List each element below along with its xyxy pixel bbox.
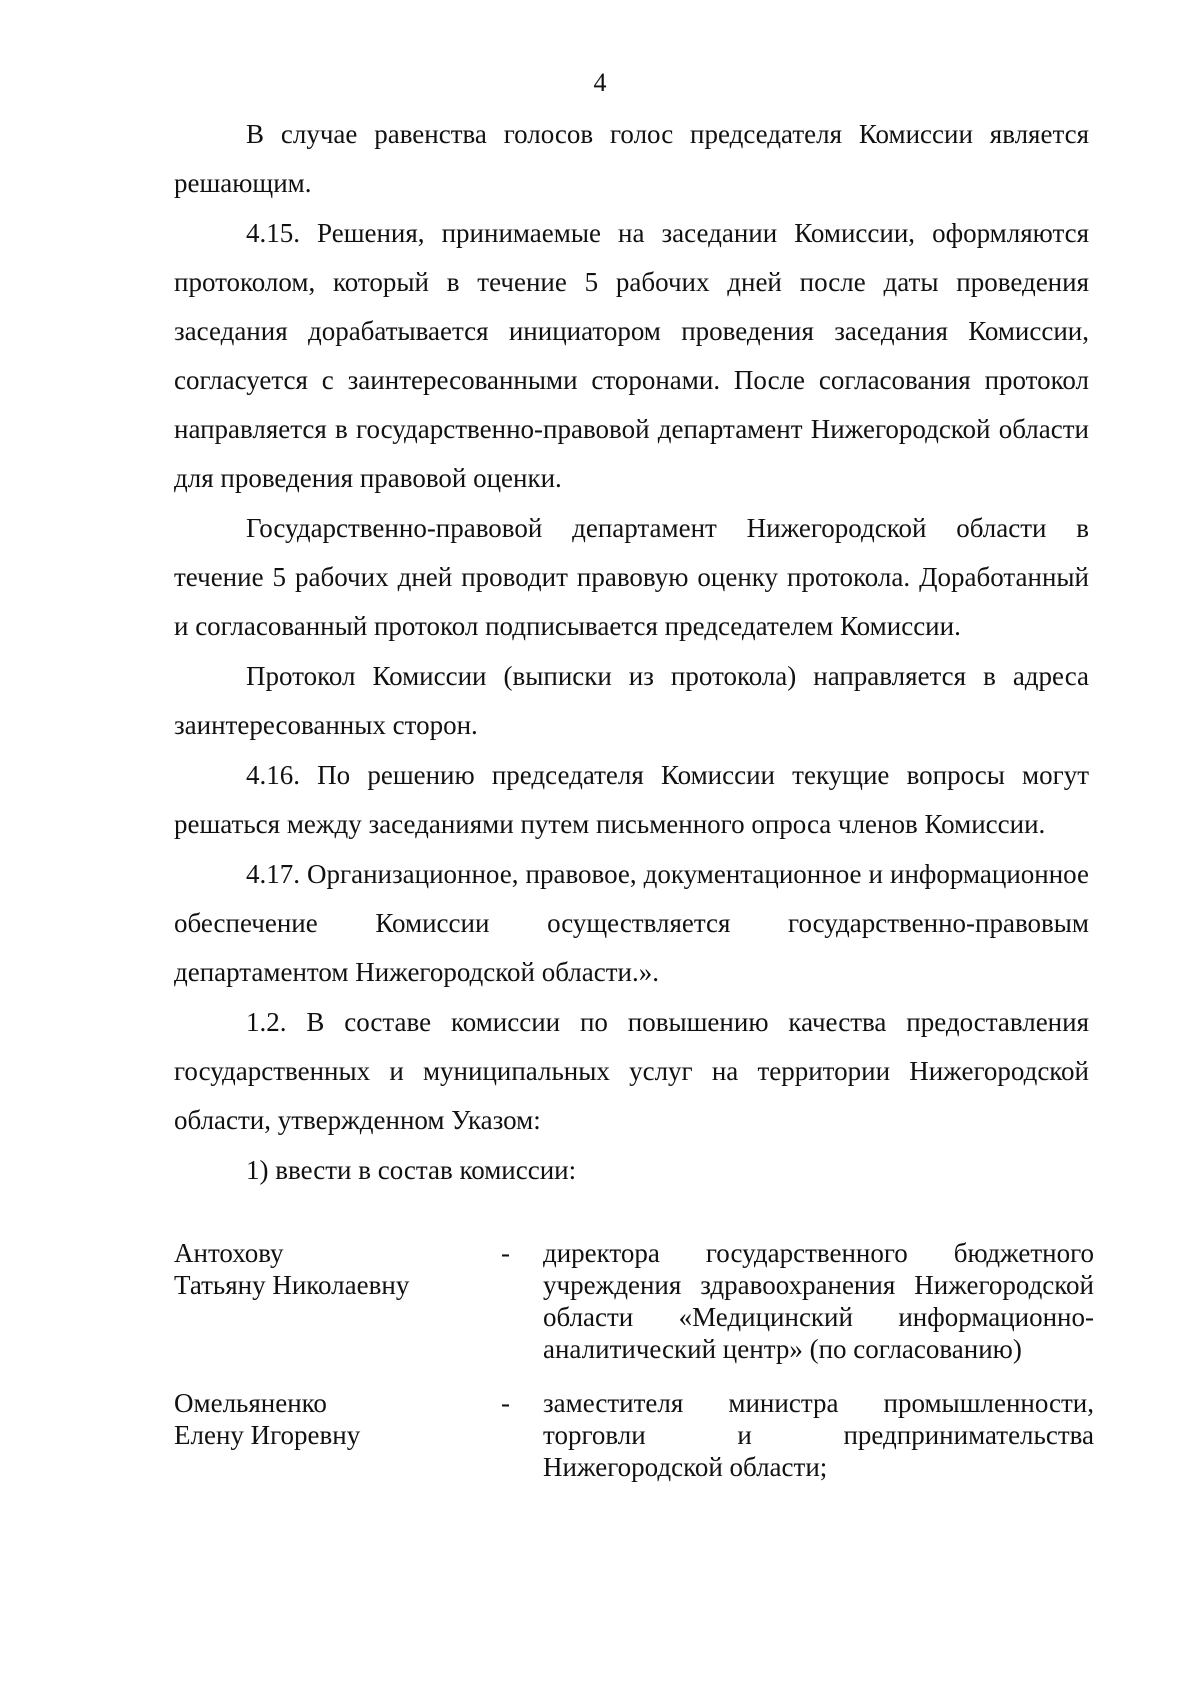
member-entry <box>174 1237 1094 1365</box>
member-given-names: Елену Игоревну <box>174 1420 361 1450</box>
member-role <box>501 1237 1094 1365</box>
member-name <box>174 1237 501 1365</box>
member-position: директора государственного бюджетного учреждения здравоохранения Нижегородской области «Медицинский информационно-аналитический центр» (по согласованию) <box>543 1238 1094 1364</box>
paragraph-4-17: 4.17. Организационное, правовое, документационное и информационное обеспечение Комиссии осуществляется государственно-правовым департаментом Нижегородской области.». <box>174 859 1089 987</box>
member-entry <box>174 1387 1094 1483</box>
paragraph-protocol-distribution: Протокол Комиссии (выписки из протокола) направляется в адреса заинтересованных сторон. <box>174 661 1089 740</box>
members-list <box>174 1237 1094 1505</box>
member-name <box>174 1387 501 1483</box>
paragraph-4-16: 4.16. По решению председателя Комиссии текущие вопросы могут решаться между заседаниями путем письменного опроса членов Комиссии. <box>174 760 1089 839</box>
member-given-names: Татьяну Николаевну <box>174 1270 410 1300</box>
member-dash: - <box>501 1388 510 1418</box>
member-dash: - <box>501 1238 510 1268</box>
paragraph-tie-vote: В случае равенства голосов голос председателя Комиссии является решающим. <box>174 119 1089 198</box>
member-surname: Антохову <box>174 1238 284 1268</box>
page-number: 4 <box>593 68 607 97</box>
paragraph-add-members: 1) ввести в состав комиссии: <box>246 1155 577 1185</box>
paragraph-4-15: 4.15. Решения, принимаемые на заседании Комиссии, оформляются протоколом, который в течение 5 рабочих дней после даты проведения заседания дорабатывается инициатором проведения заседания Комиссии, согласуется с заинтересованными сторонами. После согласования протокол направляется в государственно-правовой департамент Нижегородской области для проведения правовой оценки. <box>174 218 1089 493</box>
member-role <box>501 1387 1094 1483</box>
member-position: заместителя министра промышленности, торговли и предпринимательства Нижегородской области; <box>543 1388 1094 1482</box>
document-body <box>174 110 1089 1195</box>
paragraph-1-2: 1.2. В составе комиссии по повышению качества предоставления государственных и муниципальных услуг на территории Нижегородской области, утвержденном Указом: <box>174 1007 1089 1135</box>
member-surname: Омельяненко <box>174 1388 327 1418</box>
paragraph-legal-review: Государственно-правовой департамент Нижегородской области в течение 5 рабочих дней проводит правовую оценку протокола. Доработанный и согласованный протокол подписывается председателем Комиссии. <box>174 513 1089 641</box>
